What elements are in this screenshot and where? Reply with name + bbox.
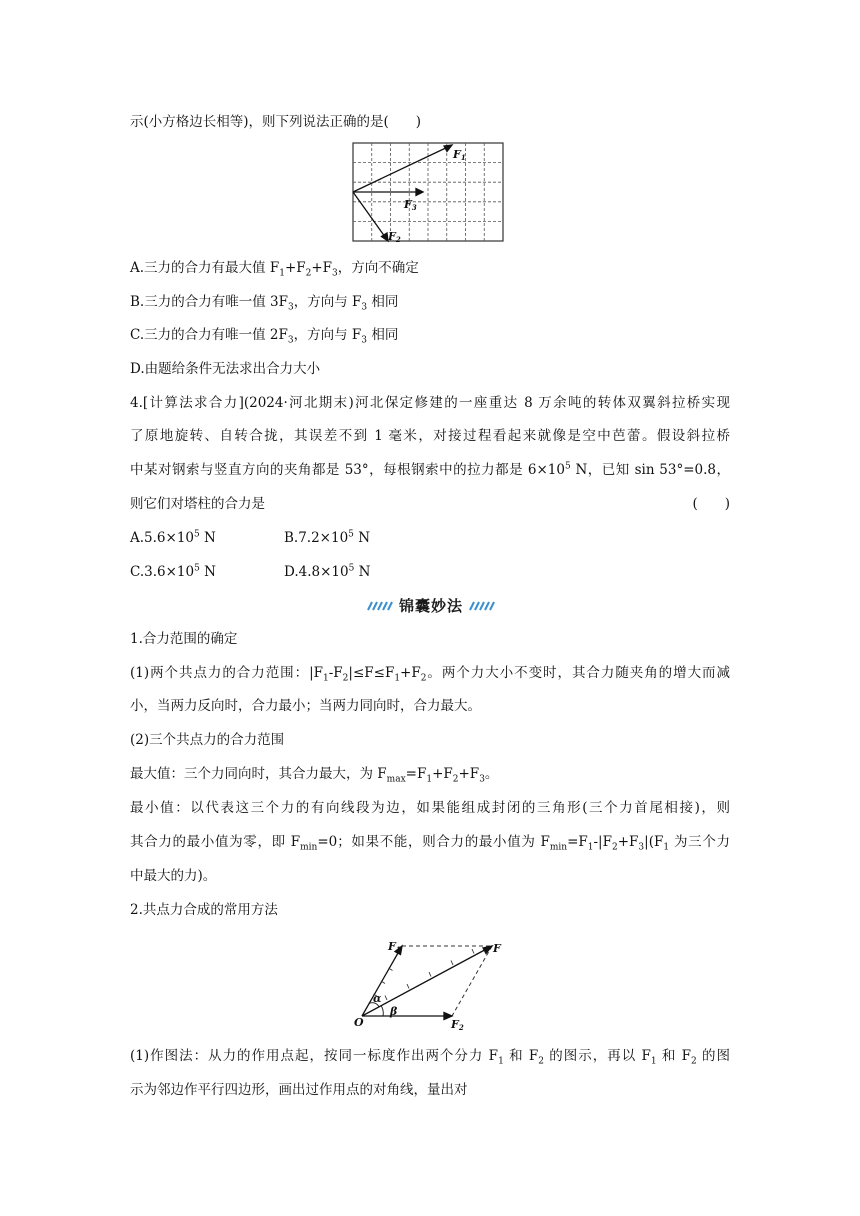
label-f: F [493,942,501,955]
tips-p2-min-line-1: 最小值：以代表这三个力的有向线段为边，如果能组成封闭的三角形(三个力首尾相接)，则 [130,800,730,816]
label-alpha: α [373,992,382,1005]
q4-option-a: $A.5.6\times 10^5$ N [130,529,216,546]
tips-heading-2: 2.共点力合成的常用方法 [130,902,278,918]
q3-option-c: C.三力的合力有唯一值 $2F_3$，方向与 $F_3$ 相同 [130,327,399,346]
tips-p3-line-1: (1)作图法：从力的作用点起，按同一标度作出两个分力 $F_1$ 和 $F_2$ 的图示，再以 $F_1$ 和 $F_2$ 的图 [130,1048,731,1067]
f1-arrowhead [444,145,452,152]
tips-p1-line-2: 小，当两力反向时，合力最小；当两力同向时，合力最大。 [130,698,481,714]
f1-label: F1 [453,148,466,162]
q3-option-a: A.三力的合力有最大值 $F_1+F_2+F_3$，方向不确定 [130,260,419,279]
tips-banner [366,596,496,616]
scale-ticks [374,949,475,1000]
label-f2: F2 [451,1018,464,1032]
tips-p2-min-line-3: 中最大的力)。 [130,868,217,884]
q3-force-grid-figure [352,142,506,244]
tips-p2-heading: (2)三个共点力的合力范围 [130,732,285,748]
q4-options-row-1 [130,528,530,548]
f1-vector [353,145,452,192]
f3-arrowhead [416,189,423,196]
tips-p1-line-1: (1)两个共点力的合力范围：$|F_1-F_2|\le F\le F_1+F_2$。两个力大小不变时，其合力随夹角的增大而减 [130,665,731,684]
banner-left-stripes-icon [366,601,394,611]
tips-p2-max: 最大值：三个力同向时，其合力最大，为 $F_{max}=F_1+F_2+F_3$。 [130,766,499,785]
angle-beta-arc [381,1006,383,1017]
banner-right-stripes-icon [468,601,496,611]
q4-option-b: $B.7.2\times 10^5$ N [284,529,371,546]
f2-label: F2 [388,230,401,244]
q4-option-d: $D.4.8\times 10^5$ N [284,563,371,580]
f3-label: F3 [404,198,417,212]
q4-option-c: $C.3.6\times 10^5$ N [130,563,216,580]
f2-vector [353,192,388,241]
label-f1: F1 [388,940,401,954]
q3-stem: 示(小方格边长相等)，则下列说法正确的是( ) [130,114,422,130]
q4-stem-line-2: 了原地旋转、自转合拢，其误差不到 1 毫米，对接过程看起来就像是空中芭蕾。假设斜拉桥 [130,428,730,444]
q4-stem-line-1: 4.[计算法求合力](2024·河北期末)河北保定修建的一座重达 8 万余吨的转体双翼斜拉桥实现 [130,395,730,411]
vector-f-arrowhead [483,946,492,954]
parallelogram-rule-figure [352,930,512,1036]
banner-title: 锦囊妙法 [398,597,463,615]
q4-options-row-2 [130,562,530,582]
q4-answer-blank: ( ) [692,496,730,512]
q4-stem-line-3: 中某对钢索与竖直方向的夹角都是 53°，每根钢索中的拉力都是 $6\times 10^5$ N，已知 sin 53°=0.8， [130,461,731,478]
tips-heading-1: 1.合力范围的确定 [130,631,238,647]
q4-stem-line-4: 则它们对塔柱的合力是 ( ) [130,496,730,512]
label-beta: β [390,1005,398,1018]
q3-option-b: B.三力的合力有唯一值 $3F_3$，方向与 $F_3$ 相同 [130,294,399,313]
tips-p2-min-line-2: 其合力的最小值为零，即 $F_{min}=0$；如果不能，则合力的最小值为 $F_{min}=F_1-|F_2+F_3|(F_1$ 为三个力 [130,834,731,853]
q3-option-d: D.由题给条件无法求出合力大小 [130,361,321,377]
tips-p3-line-2: 示为邻边作平行四边形，画出过作用点的对角线，量出对 [130,1082,468,1098]
label-origin: O [354,1016,364,1029]
